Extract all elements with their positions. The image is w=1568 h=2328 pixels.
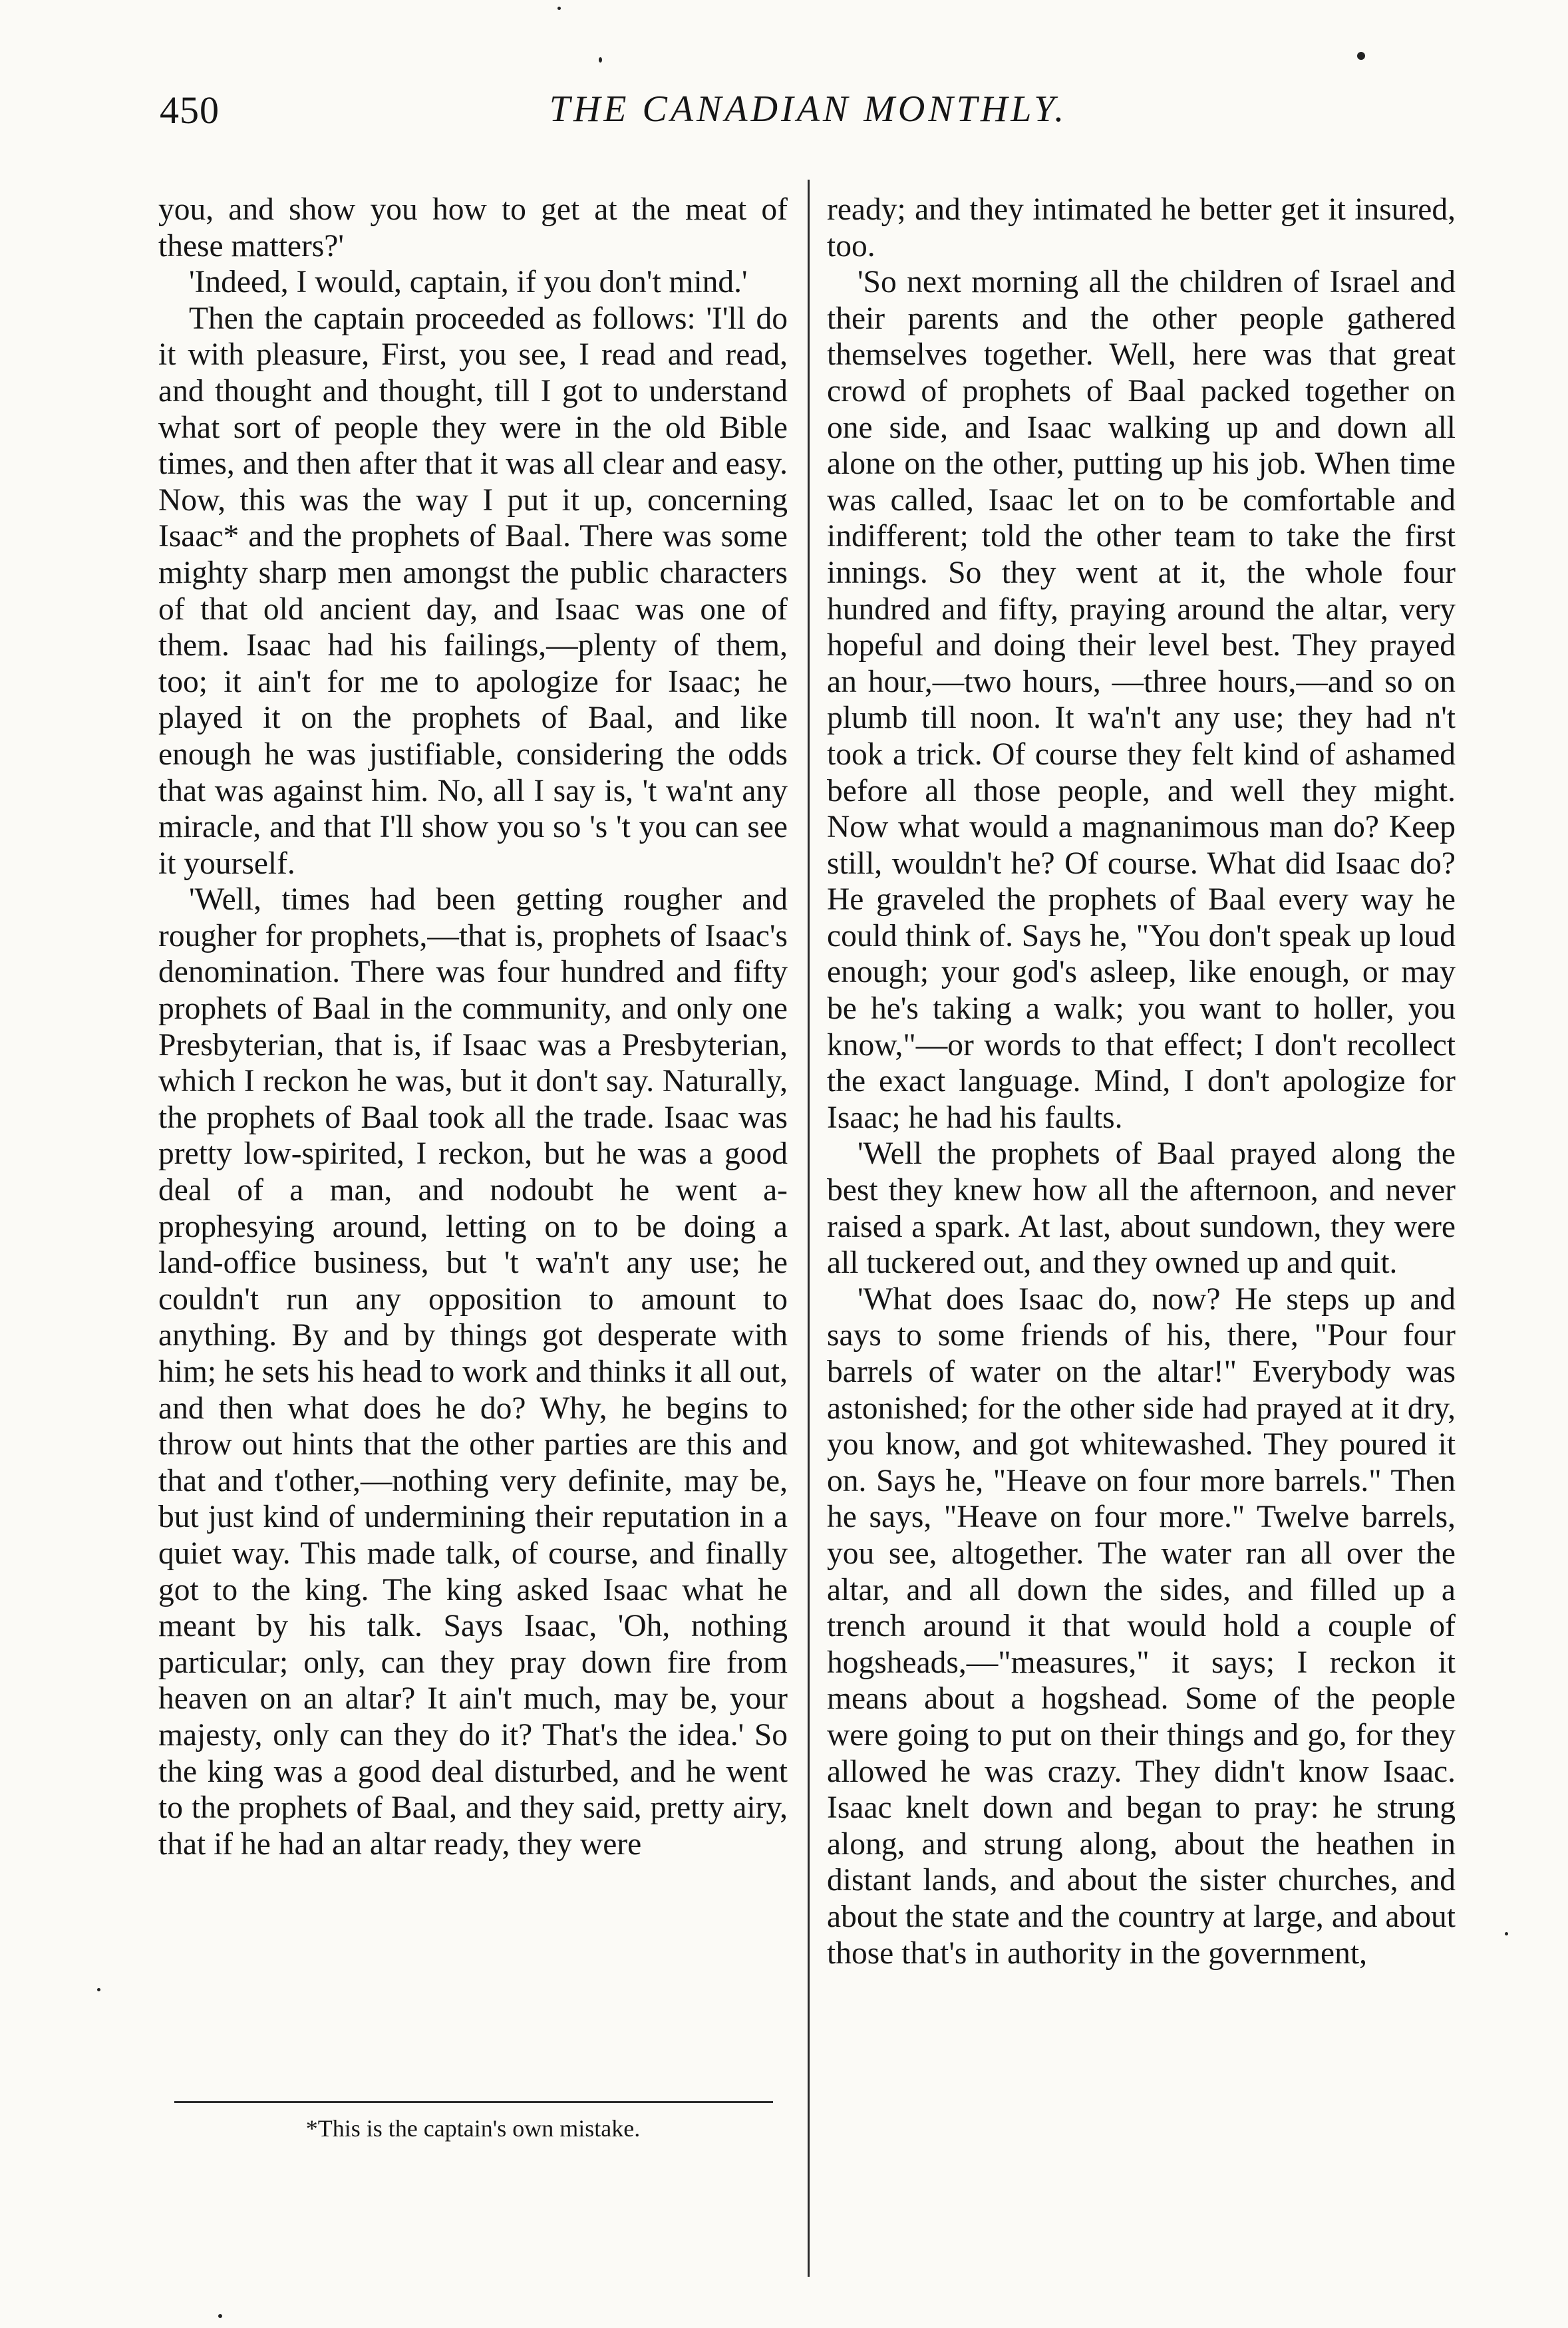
ink-speck [1505,1932,1508,1935]
paragraph: Then the captain proceeded as follows: 'I'll do it with pleasure, First, you see, I read and read, and thought and thought, till I got to understand what sort of people they were in the old Bible times, and then after that it was all clear and easy. Now, this was the way I put it up, concerning Isaac* and the prophets of Baal. There was some mighty sharp men amongst the public characters of that old ancient day, and Isaac was one of them. Isaac had his failings,—plenty of them, too; it ain't for me to apologize for Isaac; he played it on the prophets of Baal, and like enough he was justifiable, considering the odds that was against him. No, all I say is, 't wa'nt any miracle, and that I'll show you so 's 't you can see it yourself. [158,301,788,881]
page-number: 450 [160,88,220,132]
page-header [160,88,1457,141]
ink-speck [599,57,602,63]
paragraph: 'Indeed, I would, captain, if you don't mind.' [189,265,748,300]
column-divider [808,180,810,2277]
right-column [827,192,1456,1971]
paragraph: 'Well the prophets of Baal prayed along the best they knew how all the afternoon, and never raised a spark. At last, about sundown, they were all tuckered out, and they owned up and quit. [827,1136,1456,1281]
ink-speck [557,7,561,10]
footnote: *This is the captain's own mistake. [305,2115,641,2142]
running-title: THE CANADIAN MONTHLY. [549,88,1068,130]
ink-speck [97,1988,100,1991]
footnote-divider [174,2101,773,2103]
paragraph: 'So next morning all the children of Israel and their parents and the other people gathered themselves together. Well, here was that great crowd of prophets of Baal packed together on one side, and Isaac walking up and down all alone on the other, putting up his job. When time was called, Isaac let on to be comfortable and indifferent; told the other team to take the first innings. So they went at it, the whole four hundred and fifty, praying around the altar, very hopeful and doing their level best. They prayed an hour,—two hours, —three hours,—and so on plumb till noon. It wa'n't any use; they had n't took a trick. Of course they felt kind of ashamed before all those people, and well they might. Now what would a magnanimous man do? Keep still, wouldn't he? Of course. What did Isaac do? He graveled the prophets of Baal every way he could think of. Says he, "You don't speak up loud enough; your god's asleep, like enough, or may be he's taking a walk; you want to holler, you know,"—or words to that effect; I don't recollect the exact language. Mind, I don't apologize for Isaac; he had his faults. [827,265,1456,1135]
paragraph: ready; and they intimated he better get it insured, too. [827,192,1456,263]
paragraph: 'What does Isaac do, now? He steps up and says to some friends of his, there, "Pour four barrels of water on the altar!" Everybody was astonished; for the other side had prayed at it dry, you know, and got whitewashed. They poured it on. Says he, "Heave on four more barrels." Then he says, "Heave on four more." Twelve barrels, you see, altogether. The water ran all over the altar, and all down the sides, and filled up a trench around it that would hold a couple of hogsheads,—"measures," it says; I reckon it means about a hogshead. Some of the people were going to put on their things and go, for they allowed he was crazy. They didn't know Isaac. Isaac knelt down and began to pray: he strung along, and strung along, about the heathen in distant lands, and about the sister churches, and about the state and the country at large, and about those that's in authority in the government, [827,1281,1456,1971]
paragraph: you, and show you how to get at the meat of these matters?' [158,192,788,263]
left-column [158,192,788,1862]
paragraph: 'Well, times had been getting rougher and rougher for prophets,—that is, prophets of Isaac's denomination. There was four hundred and fifty prophets of Baal in the community, and only one Presbyterian, that is, if Isaac was a Presbyterian, which I reckon he was, but it don't say. Naturally, the prophets of Baal took all the trade. Isaac was pretty low-spirited, I reckon, but he was a good deal of a man, and nodoubt he went a-prophesying around, letting on to be doing a land-office business, but 't wa'n't any use; he couldn't run any opposition to amount to anything. By and by things got desperate with him; he sets his head to work and thinks it all out, and then what does he do? Why, he begins to throw out hints that the other parties are this and that and t'other,—nothing very definite, may be, but just kind of undermining their reputation in a quiet way. This made talk, of course, and finally got to the king. The king asked Isaac what he meant by his talk. Says Isaac, 'Oh, nothing particular; only, can they pray down fire from heaven on an altar? It ain't much, may be, your majesty, only can they do it? That's the idea.' So the king was a good deal disturbed, and he went to the prophets of Baal, and they said, pretty airy, that if he had an altar ready, they were [158,882,788,1862]
ink-speck [218,2314,222,2318]
ink-speck [1357,52,1365,60]
